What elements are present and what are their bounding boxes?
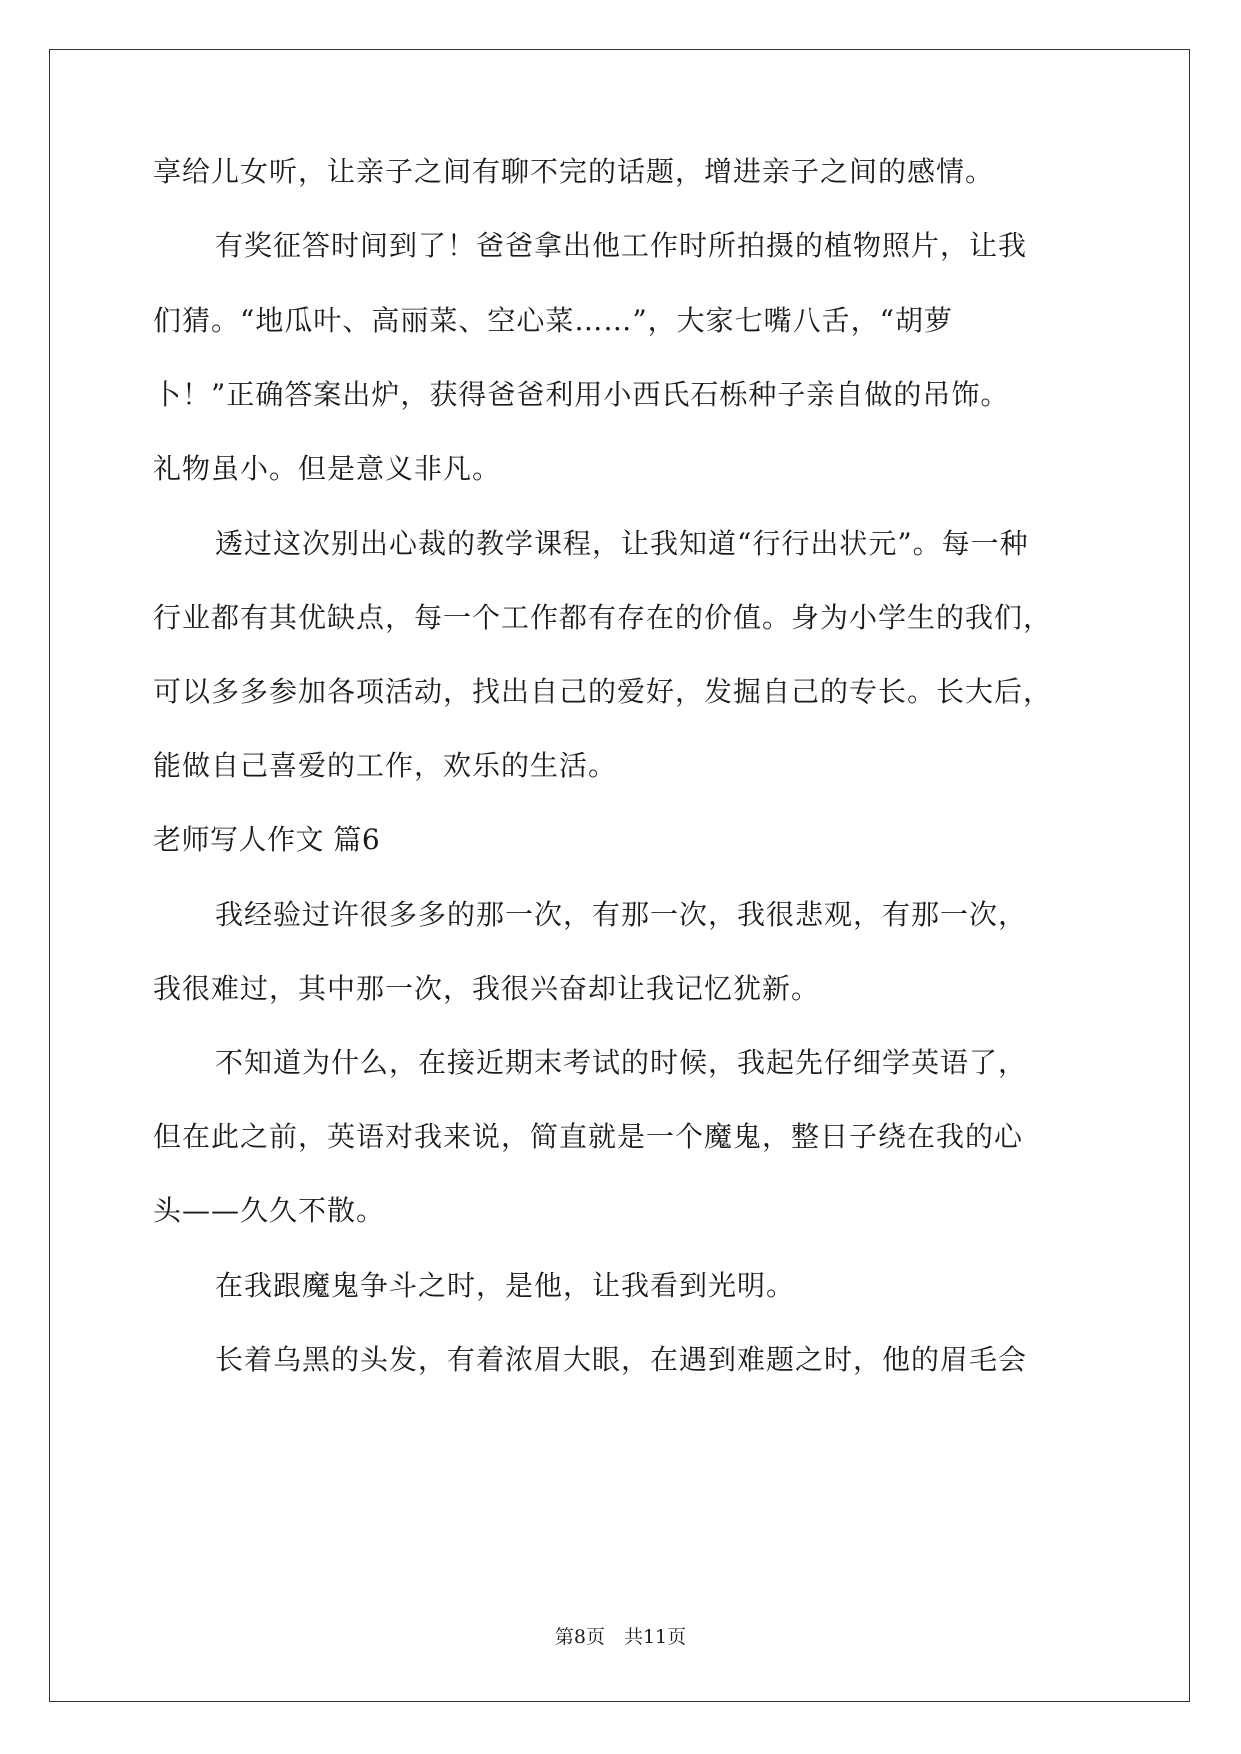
paragraph-first-line: 我经验过许很多多的那一次，有那一次，我很悲观，有那一次， — [215, 898, 1028, 931]
text-line: 我很难过，其中那一次，我很兴奋却让我记忆犹新。 — [153, 972, 821, 1005]
text-line: 享给儿女听，让亲子之间有聊不完的话题，增进亲子之间的感情。 — [153, 155, 995, 188]
paragraph-first-line: 有奖征答时间到了！爸爸拿出他工作时所拍摄的植物照片，让我 — [215, 229, 1028, 262]
text-line: 礼物虽小。但是意义非凡。 — [153, 452, 502, 485]
paragraph-first-line: 不知道为什么，在接近期末考试的时候，我起先仔细学英语了， — [215, 1046, 1028, 1079]
paragraph-first-line: 在我跟魔鬼争斗之时，是他，让我看到光明。 — [215, 1269, 796, 1302]
text-line: 能做自己喜爱的工作，欢乐的生活。 — [153, 749, 618, 782]
paragraph-first-line: 长着乌黑的头发，有着浓眉大眼，在遇到难题之时，他的眉毛会 — [215, 1343, 1028, 1376]
section-heading: 老师写人作文 篇6 — [153, 823, 381, 856]
text-line: 卜！”正确答案出炉，获得爸爸利用小西氏石栎种子亲自做的吊饰。 — [153, 378, 1010, 411]
text-line: 但在此之前，英语对我来说，简直就是一个魔鬼，整日子绕在我的心 — [153, 1120, 1024, 1153]
text-line: 头——久久不散。 — [153, 1194, 386, 1227]
page-border — [49, 49, 1190, 1702]
text-line: 们猜。“地瓜叶、高丽菜、空心菜……”，大家七嘴八舌，“胡萝 — [153, 304, 953, 337]
page-number-footer: 第8页 共11页 — [554, 1626, 687, 1648]
paragraph-first-line: 透过这次别出心裁的教学课程，让我知道“行行出状元”。每一种 — [215, 527, 1029, 560]
text-line: 可以多多参加各项活动，找出自己的爱好，发掘自己的专长。长大后， — [153, 675, 1053, 708]
text-line: 行业都有其优缺点，每一个工作都有存在的价值。身为小学生的我们， — [153, 601, 1053, 634]
